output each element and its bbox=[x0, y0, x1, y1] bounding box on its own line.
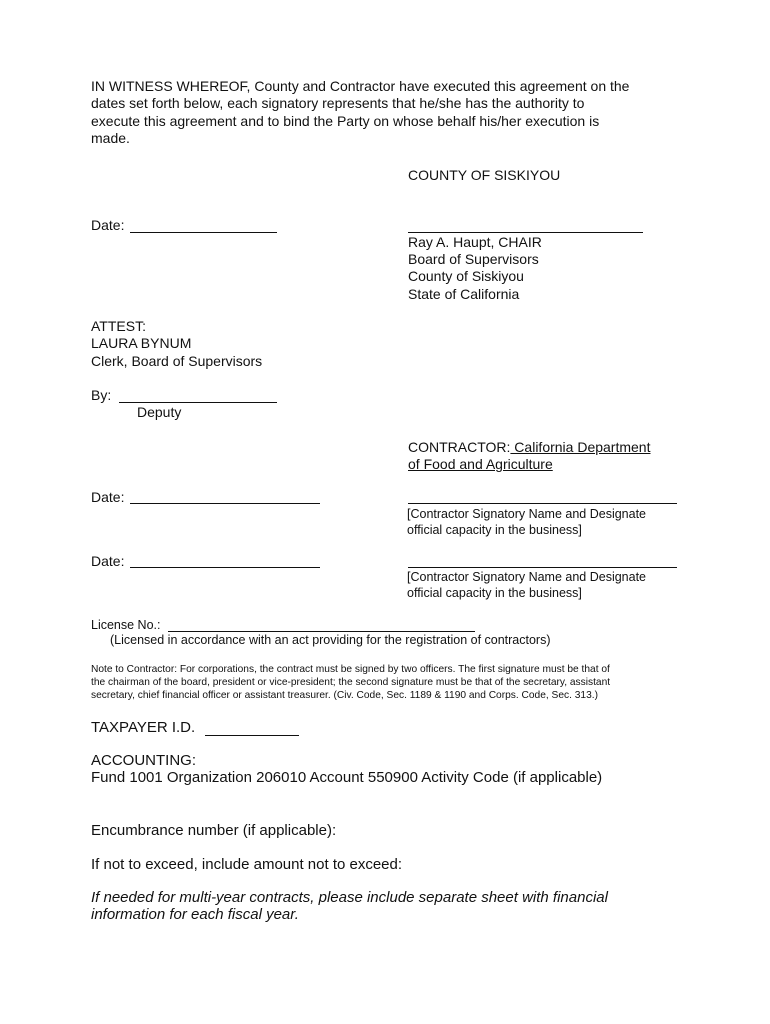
contractor-heading bbox=[408, 439, 650, 457]
contractor-sig-caption-1b: official capacity in the business] bbox=[407, 523, 582, 537]
accounting-line: Fund 1001 Organization 206010 Account 550900 Activity Code (if applicable) bbox=[91, 769, 603, 786]
multi-year-line-2: information for each fiscal year. bbox=[91, 906, 299, 923]
encumbrance-text: Encumbrance number (if applicable): bbox=[91, 822, 337, 839]
contractor-signature-line-1[interactable] bbox=[408, 503, 677, 504]
county-date-label: Date: bbox=[91, 217, 125, 233]
attest-title: Clerk, Board of Supervisors bbox=[91, 353, 263, 369]
contractor-date-field-1[interactable] bbox=[130, 503, 320, 504]
deputy-signature-line[interactable] bbox=[119, 402, 277, 403]
contractor-label: CONTRACTOR: bbox=[408, 439, 511, 455]
license-label: License No.: bbox=[91, 618, 161, 632]
accounting-label: ACCOUNTING: bbox=[91, 752, 196, 769]
attest-name: LAURA BYNUM bbox=[91, 335, 192, 351]
witness-line-4: made. bbox=[91, 130, 130, 146]
contractor-sig-caption-2a: [Contractor Signatory Name and Designate bbox=[407, 570, 647, 584]
note-line-2: the chairman of the board, president or vice-president; the second signature must be that of the secretary, assistant bbox=[91, 677, 611, 688]
county-date-field[interactable] bbox=[130, 232, 277, 233]
multi-year-line-1: If needed for multi-year contracts, please include separate sheet with financial bbox=[91, 889, 608, 906]
taxpayer-label: TAXPAYER I.D. bbox=[91, 719, 196, 736]
taxpayer-id-field[interactable] bbox=[205, 735, 299, 736]
contractor-sig-caption-1a: [Contractor Signatory Name and Designate bbox=[407, 507, 647, 521]
deputy-label: Deputy bbox=[137, 404, 182, 420]
county-signer-state: State of California bbox=[408, 286, 520, 302]
county-signer-county: County of Siskiyou bbox=[408, 268, 524, 284]
witness-line-1: IN WITNESS WHEREOF, County and Contractor have executed this agreement on the bbox=[91, 78, 630, 94]
by-label: By: bbox=[91, 387, 112, 403]
contractor-name-1: California Department bbox=[510, 439, 651, 455]
county-signer-board: Board of Supervisors bbox=[408, 251, 539, 267]
note-line-3: secretary, chief financial officer or assistant treasurer. (Civ. Code, Sec. 1189 & 1190 and Corps. Code, Sec. 313.) bbox=[91, 690, 598, 701]
contractor-date-label-1: Date: bbox=[91, 489, 125, 505]
contractor-date-label-2: Date: bbox=[91, 553, 125, 569]
attest-label: ATTEST: bbox=[91, 318, 146, 334]
witness-line-2: dates set forth below, each signatory represents that he/she has the authority to bbox=[91, 95, 585, 111]
contractor-name-2: of Food and Agriculture bbox=[408, 456, 553, 472]
license-note: (Licensed in accordance with an act providing for the registration of contractors) bbox=[110, 633, 551, 647]
not-to-exceed-text: If not to exceed, include amount not to exceed: bbox=[91, 856, 403, 873]
note-line-1: Note to Contractor: For corporations, the contract must be signed by two officers. The first signature must be that of bbox=[91, 664, 610, 675]
contractor-sig-caption-2b: official capacity in the business] bbox=[407, 586, 582, 600]
witness-line-3: execute this agreement and to bind the Party on whose behalf his/her execution is bbox=[91, 113, 600, 129]
county-signature-line[interactable] bbox=[408, 232, 643, 233]
contractor-date-field-2[interactable] bbox=[130, 567, 320, 568]
county-signer-name: Ray A. Haupt, CHAIR bbox=[408, 234, 542, 250]
county-heading: COUNTY OF SISKIYOU bbox=[408, 167, 561, 183]
contractor-signature-line-2[interactable] bbox=[408, 567, 677, 568]
